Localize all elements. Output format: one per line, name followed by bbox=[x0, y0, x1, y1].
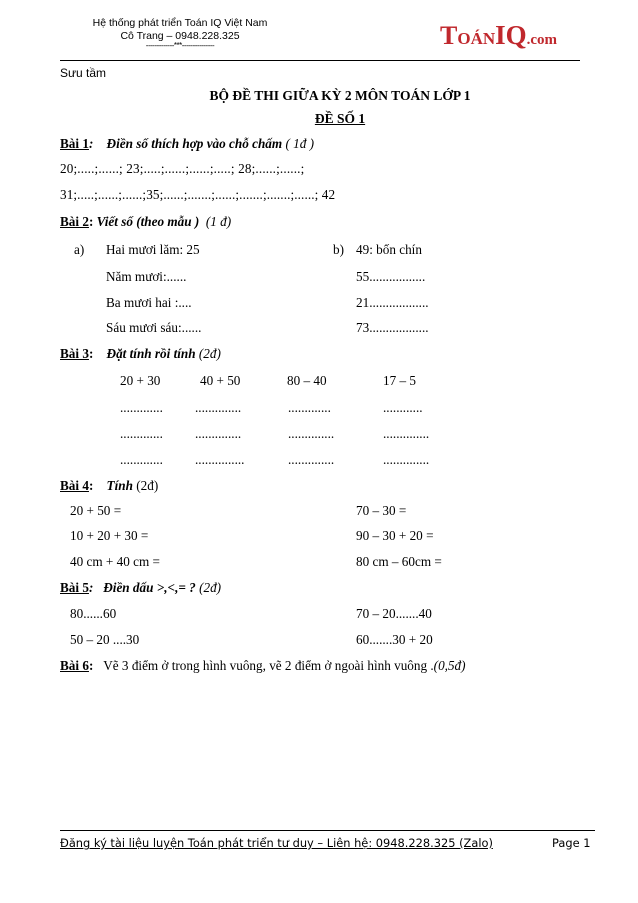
bai4-left-expr: 20 + 50 = bbox=[70, 503, 122, 518]
page-number: Page 1 bbox=[552, 836, 591, 850]
footer-text: Đăng ký tài liệu luyện Toán phát triển tư duy – Liên hệ: 0948.228.325 (Zalo) bbox=[60, 836, 493, 850]
bai2-b-item: 73.................. bbox=[356, 320, 429, 335]
bai3-dots: ............... bbox=[195, 452, 245, 467]
bai5-heading: Bài 5: Điền dấu >,<,= ? (2đ) bbox=[60, 580, 222, 595]
exam-number: ĐỀ SỐ 1 bbox=[314, 111, 366, 126]
bai2-a-item: Năm mươi:...... bbox=[106, 269, 187, 284]
bai4-heading: Bài 4: Tính (2đ) bbox=[60, 478, 159, 493]
bai3-dots: .............. bbox=[288, 452, 335, 467]
bai3-expr: 17 – 5 bbox=[383, 373, 416, 388]
bai4-left-expr: 40 cm + 40 cm = bbox=[70, 554, 160, 569]
bai3-expr: 20 + 30 bbox=[120, 373, 161, 388]
bai2-heading: Bài 2: Viết số (theo mẫu ) (1 đ) bbox=[60, 214, 232, 229]
bai2-a-label: a) bbox=[74, 242, 85, 257]
bai3-dots: ............. bbox=[120, 426, 163, 441]
bai3-expr: 80 – 40 bbox=[287, 373, 327, 388]
bai5-left-compare: 80......60 bbox=[70, 606, 117, 621]
header-rule bbox=[60, 60, 580, 61]
header-contact-line: Cô Trang – 0948.228.325 bbox=[120, 30, 240, 42]
bai2-b-label: b) bbox=[333, 242, 344, 257]
bai4-left-expr: 10 + 20 + 30 = bbox=[70, 528, 149, 543]
bai1-sequence-2: 31;.....;......;......;35;......;.......;......;.......;.......;......; 42 bbox=[60, 187, 336, 202]
header-separator: -------------***--------------- bbox=[145, 41, 215, 50]
source-label: Sưu tầm bbox=[60, 66, 107, 80]
bai4-right-expr: 90 – 30 + 20 = bbox=[356, 528, 434, 543]
footer-rule bbox=[60, 830, 595, 831]
bai4-right-expr: 70 – 30 = bbox=[356, 503, 407, 518]
bai2-a-item: Sáu mươi sáu:...... bbox=[106, 320, 202, 335]
bai1-sequence-1: 20;.....;......; 23;.....;......;......;.....; 28;......;......; bbox=[60, 161, 305, 176]
bai3-dots: ............. bbox=[120, 452, 163, 467]
bai3-expr: 40 + 50 bbox=[200, 373, 241, 388]
bai5-right-compare: 60.......30 + 20 bbox=[356, 632, 433, 647]
bai2-b-item: 21.................. bbox=[356, 295, 429, 310]
header-org-line: Hệ thống phát triển Toán IQ Việt Nam bbox=[92, 17, 268, 29]
bai5-right-compare: 70 – 20.......40 bbox=[356, 606, 432, 621]
bai1-heading: Bài 1: Điền số thích hợp vào chỗ chấm ( 1đ ) bbox=[60, 136, 315, 151]
toan-iq-logo: TOÁNIQ.com bbox=[440, 20, 558, 50]
bai2-a-item: Hai mươi lăm: 25 bbox=[106, 242, 200, 257]
bai3-dots: .............. bbox=[383, 452, 430, 467]
bai3-dots: .............. bbox=[195, 426, 242, 441]
bai6-heading: Bài 6: Vẽ 3 điểm ở trong hình vuông, vẽ 2 điểm ở ngoài hình vuông .(0,5đ) bbox=[60, 658, 466, 673]
bai2-b-item: 55................. bbox=[356, 269, 426, 284]
bai3-dots: ............. bbox=[120, 400, 163, 415]
page-title: BỘ ĐỀ THI GIỮA KỲ 2 MÔN TOÁN LỚP 1 bbox=[209, 88, 471, 103]
bai2-b-item: 49: bốn chín bbox=[356, 242, 422, 257]
bai3-dots: .............. bbox=[383, 426, 430, 441]
bai3-heading: Bài 3: Đặt tính rồi tính (2đ) bbox=[60, 346, 221, 361]
bai5-left-compare: 50 – 20 ....30 bbox=[70, 632, 140, 647]
bai3-dots: .............. bbox=[288, 426, 335, 441]
bai3-dots: ............ bbox=[383, 400, 423, 415]
bai2-a-item: Ba mươi hai :.... bbox=[106, 295, 192, 310]
bai4-right-expr: 80 cm – 60cm = bbox=[356, 554, 442, 569]
bai3-dots: .............. bbox=[195, 400, 242, 415]
bai3-dots: ............. bbox=[288, 400, 331, 415]
